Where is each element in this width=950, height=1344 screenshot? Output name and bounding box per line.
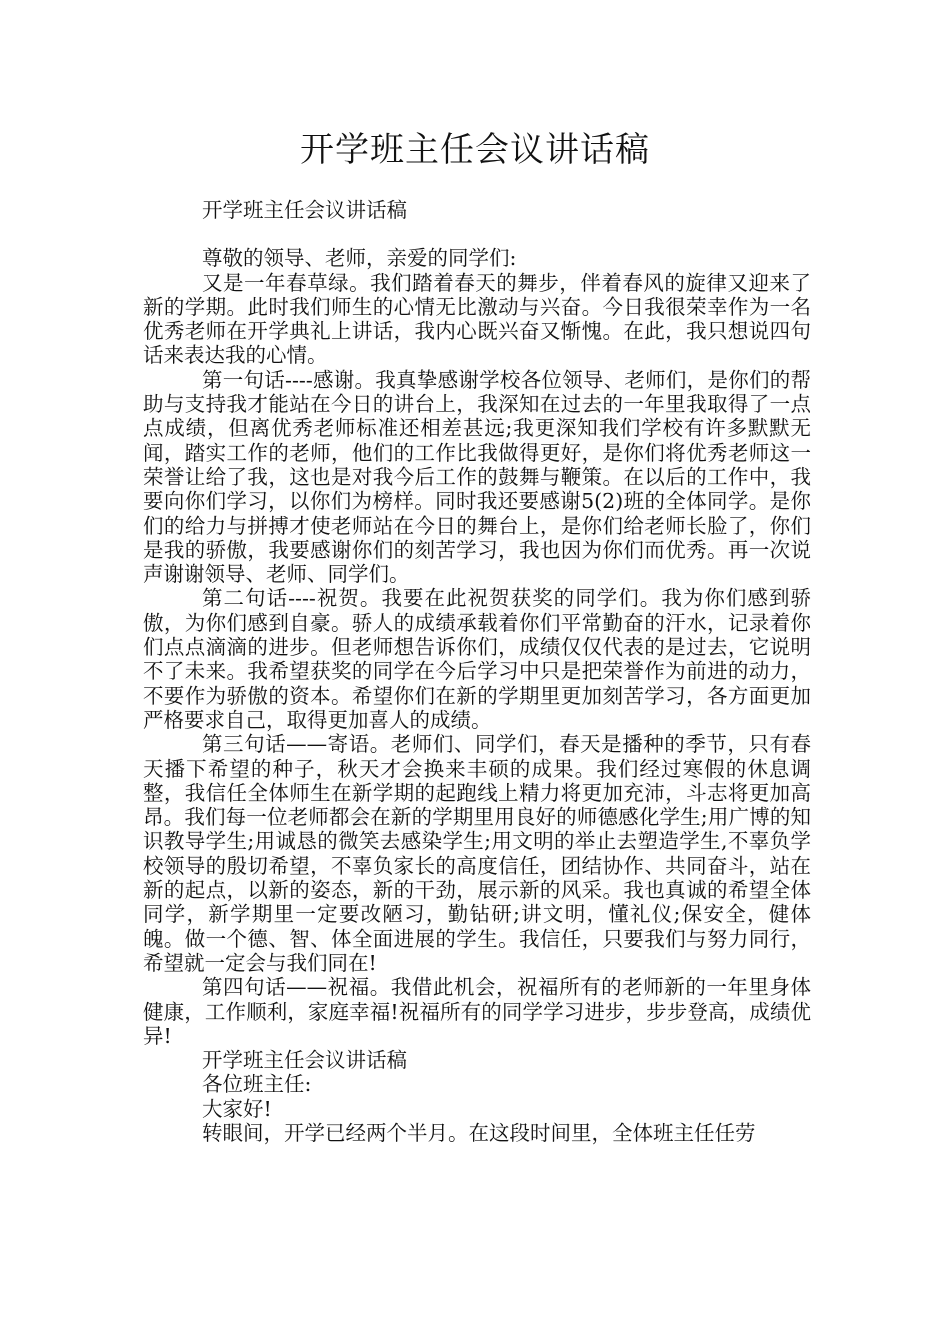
paragraph-fourth-words: 第四句话——祝福。我借此机会，祝福所有的老师新的一年里身体健康，工作顺利，家庭幸福!祝福所有的同学学习进步，步步登高，成绩优异!	[143, 975, 811, 1048]
paragraph-third-words: 第三句话——寄语。老师们、同学们，春天是播种的季节，只有春天播下希望的种子，秋天才会换来丰硕的成果。我们经过寒假的休息调整，我信任全体师生在新学期的起跑线上精力将更加充沛，斗志将更加高昂。我们每一位老师都会在新的学期里用良好的师德感化学生;用广博的知识教导学生;用诚恳的微笑去感染学生;用文明的举止去塑造学生,不辜负学校领导的殷切希望，不辜负家长的高度信任，团结协作、共同奋斗，站在新的起点，以新的姿态，新的干劲，展示新的风采。我也真诚的希望全体同学，新学期里一定要改陋习，勤钻研;讲文明，懂礼仪;保安全，健体魄。做一个德、智、体全面进展的学生。我信任，只要我们与努力同行，希望就一定会与我们同在!	[143, 732, 811, 975]
document-body	[143, 198, 811, 1145]
paragraph-last: 转眼间，开学已经两个半月。在这段时间里，全体班主任任劳	[202, 1120, 756, 1145]
document-title: 开学班主任会议讲话稿	[300, 130, 650, 170]
paragraph-second-words: 第二句话----祝贺。我要在此祝贺获奖的同学们。我为你们感到骄傲，为你们感到自豪。骄人的成绩承载着你们平常勤奋的汗水，记录着你们点点滴滴的进步。但老师想告诉你们，成绩仅仅代表的是过去，它说明不了未来。我希望获奖的同学在今后学习中只是把荣誉作为前进的动力，不要作为骄傲的资本。希望你们在新的学期里更加刻苦学习，各方面更加严格要求自己，取得更加喜人的成绩。	[143, 586, 811, 732]
salutation: 尊敬的领导、老师，亲爱的同学们:	[202, 246, 517, 271]
paragraph-opening: 又是一年春草绿。我们踏着春天的舞步，伴着春风的旋律又迎来了新的学期。此时我们师生的心情无比激动与兴奋。今日我很荣幸作为一名优秀老师在开学典礼上讲话，我内心既兴奋又惭愧。在此，我只想说四句话来表达我的心情。	[143, 270, 811, 368]
document-subtitle: 开学班主任会议讲话稿	[202, 198, 407, 222]
blank-line	[143, 222, 811, 246]
second-salutation: 各位班主任:	[202, 1072, 312, 1097]
paragraph-first-words: 第一句话----感谢。我真挚感谢学校各位领导、老师们，是你们的帮助与支持我才能站在今日的讲台上，我深知在过去的一年里我取得了一点点成绩，但离优秀老师标准还相差甚远;我更深知我们学校有许多默默无闻，踏实工作的老师，他们的工作比我做得更好，是你们将优秀老师这一荣誉让给了我，这也是对我今后工作的鼓舞与鞭策。在以后的工作中，我要向你们学习，以你们为榜样。同时我还要感谢5(2)班的全体同学。是你们的给力与拼搏才使老师站在今日的舞台上，是你们给老师长脸了，你们是我的骄傲，我要感谢你们的刻苦学习，我也因为你们而优秀。再一次说声谢谢领导、老师、同学们。	[143, 367, 811, 587]
second-title: 开学班主任会议讲话稿	[202, 1048, 407, 1073]
greeting: 大家好!	[202, 1096, 272, 1121]
